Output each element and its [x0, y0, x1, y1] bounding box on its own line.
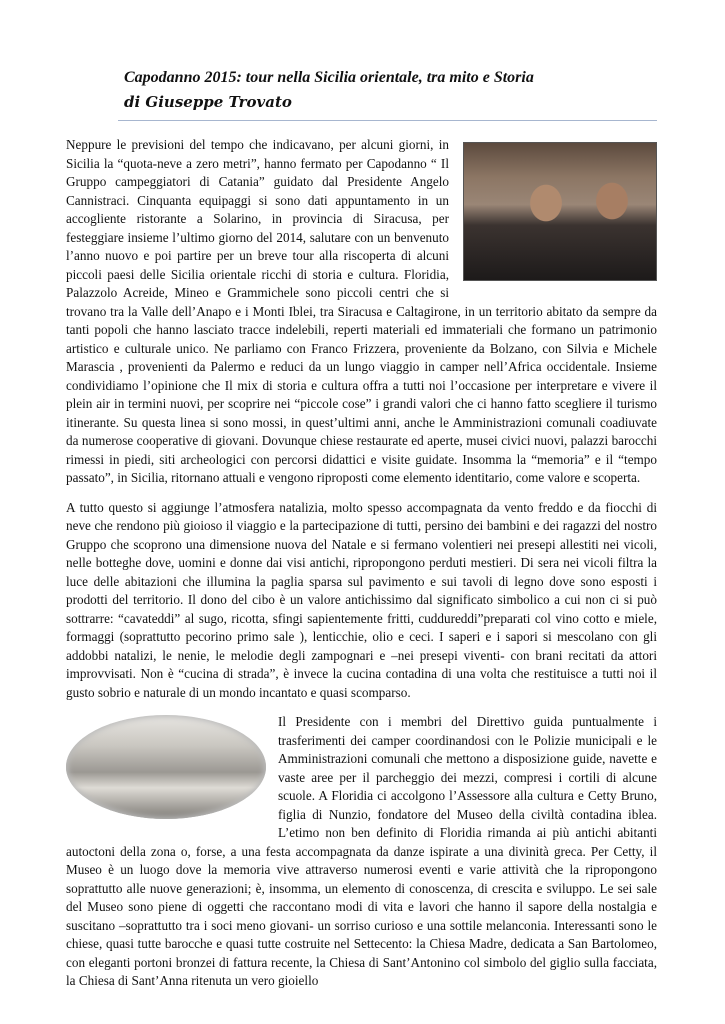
photo-camper-parking — [66, 715, 266, 825]
camper-photo-oval — [66, 715, 266, 819]
paragraph-1 — [66, 136, 657, 488]
article-author: di Giuseppe Trovato — [124, 93, 292, 111]
paragraph-2-text: A tutto questo si aggiunge l’atmosfera natalizia, molto spesso accompagnata da vento freddo e da fiocchi di neve che rendono più gioioso il viaggio e la partecipazione di tutti, persino dei bambini e dei ragazzi del nostro Gruppo che scoprono una dimensione nuova del Natale e si fermano volentieri nei presepi allestiti nei vicoli, nelle botteghe dove, uomini e donne dai visi antichi, ripropongono perduti mestieri. Di sera nei vicoli filtra la luce delle abitazioni che illumina la paglia sparsa sul pavimento e sui tavoli di legno dove sono esposti i prodotti del territorio. Il dono del cibo è un valore antichissimo dal significato simbolico a cui non ci si può sottrarre: “cavateddi” al sugo, ricotta, sfingi sapientemente fritti, cuddureddi”preparati col vino cotto e miele, formaggi (soprattutto pecorino primo sale ), lenticchie, olio e ceci. I saperi e i sapori si mescolano con gli addobbi natalizi, le nenie, le melodie degli zampognari e –nei presepi viventi- con brani recitati da attori improvvisati. Non è “cucina di strada”, è invece la cucina contadina di una volta che restituisce a tutti noi il gusto sobrio e naturale di un mondo incantato e quasi scomparso. — [66, 499, 657, 700]
photo-two-men — [463, 142, 657, 281]
article-body — [66, 136, 657, 1002]
paragraph-1-text: Neppure le previsioni del tempo che indicavano, per alcuni giorni, in Sicilia la “quota-neve a zero metri”, hanno fermato per Capodanno “ Il Gruppo campeggiatori di Catania” guidato dal Presidente Angelo Cannistraci. Cinquanta equipaggi si sono dati appuntamento in un accogliente ristorante a Solarino, in provincia di Siracusa, per festeggiare insieme l’ultimo giorno del 2014, salutare con un benvenuto l’anno nuovo e poi partire per un breve tour alla riscoperta di alcuni piccoli paesi delle Sicilia orientale ricchi di storia e cultura. Floridia, Palazzolo Acreide, Mineo e Grammichele sono piccoli centri che si trovano tra la Valle dell’Anapo e i Monti Iblei, tra Siracusa e Caltagirone, in un territorio abitato da sempre da tanti popoli che hanno lasciato tracce indelebili, reperti materiali ed immateriali che formano un patrimonio artistico e culturale unico. Ne parliamo con Franco Frizzera, proveniente da Bolzano, con Silvia e Michele Marascia , provenienti da Palermo e reduci da un lungo viaggio in camper nell’Africa occidentale. Insieme condividiamo l’opinione che Il mix di storia e cultura offra a tutti noi l’occasione per interpretare e vivere il plein air in termini nuovi, per scoprire nei “piccole cose” i grandi valori che ci hanno fatto scegliere il turismo itinerante. Su questa linea si sono mossi, in quest’ultimi anni, anche le Amministrazioni comunali coadiuvate da numerose cooperative di giovani. Dovunque chiese restaurate ed aperte, musei civici nuovi, palazzi barocchi rimessi in piedi, siti archeologici con percorsi didattici e visite guidate. Insomma la “memoria” e il “tempo passato”, in Sicilia, ritornano attuali e vengono riproposti come elemento identitario, come valore e scoperta. — [66, 137, 657, 485]
paragraph-3-text: Il Presidente con i membri del Direttivo guida puntualmente i trasferimenti dei camper coordinandosi con le Polizie municipali e le Amministrazioni comunali che mettono a disposizione guide, navette e vaste aree per il parcheggio dei mezzi, compresi i cortili di alcune scuole. A Floridia ci accolgono l’Assessore alla cultura e Cetty Bruno, figlia di Nunzio, fondatore del Museo della civiltà contadina iblea. L’etimo non ben definito di Floridia rimanda ai più antichi abitanti autoctoni della zona o, forse, a una festa accompagnata da danze ispirate a una divinità greca. Per Cetty, il Museo è un luogo dove la memoria vive attraverso numerosi eventi e varie attività che la ripropongono soprattutto alle nuove generazioni; è, insomma, un elemento di conoscenza, di crescita e sviluppo. Le sei sale del Museo sono piene di oggetti che raccontano modi di vita e lavori che hanno il sapore della nostalgia e suscitano –soprattutto tra i soci meno giovani- un sorriso curioso e una sottile melanconia. Interessanti sono le chiese, quasi tutte barocche e quasi tutte costruite nel Settecento: la Chiesa Madre, dedicata a San Bartolomeo, con eleganti portoni bronzei di fattura recente, la Chiesa di Sant’Antonino col simbolo del giglio sulla facciata, la Chiesa di Sant’Anna ritenuta un vero gioiello — [66, 714, 657, 988]
paragraph-2 — [66, 499, 657, 703]
article-title: Capodanno 2015: tour nella Sicilia orientale, tra mito e Storia — [124, 69, 534, 86]
title-divider — [118, 120, 657, 121]
